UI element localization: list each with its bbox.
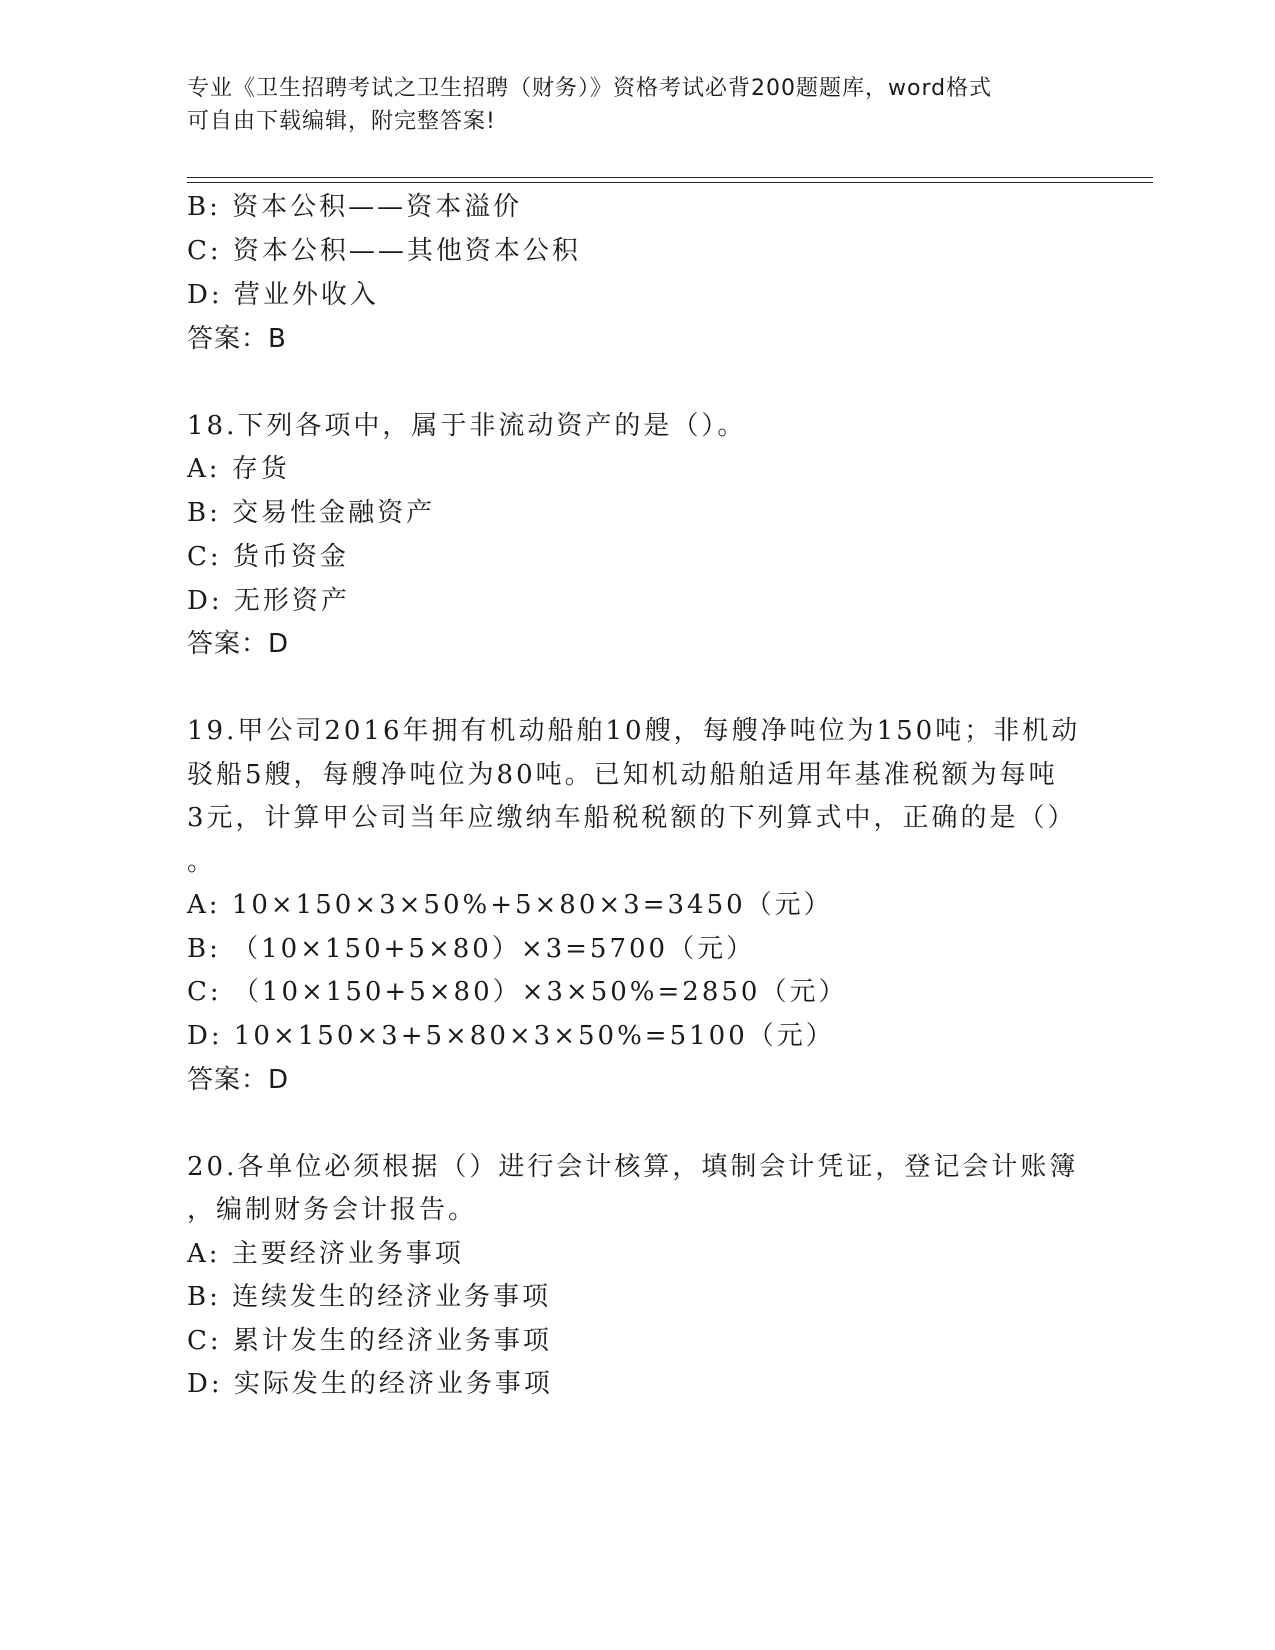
option-c: C: 资本公积——其他资本公积 — [187, 236, 581, 266]
document-header — [187, 72, 1067, 138]
header-title-line-2: 可自由下载编辑，附完整答案! — [187, 109, 496, 134]
option-b: B: 资本公积——资本溢价 — [187, 192, 523, 222]
question-18-answer: 答案：D — [187, 629, 290, 659]
option-d: D: 营业外收入 — [187, 280, 379, 310]
question-19-option-c: C: （10×150+5×80）×3×50%=2850（元） — [187, 977, 848, 1007]
question-19-answer: 答案：D — [187, 1065, 290, 1095]
question-18-option-c: C: 货币资金 — [187, 542, 349, 572]
question-20-option-a: A: 主要经济业务事项 — [187, 1239, 464, 1269]
question-20-option-c: C: 累计发生的经济业务事项 — [187, 1326, 552, 1356]
question-18-option-a: A: 存货 — [187, 454, 290, 484]
question-20-option-b: B: 连续发生的经济业务事项 — [187, 1282, 552, 1312]
question-20-option-d: D: 实际发生的经济业务事项 — [187, 1369, 553, 1399]
question-19-stem-line-2: 驳船5艘，每艘净吨位为80吨。已知机动船舶适用年基准税额为每吨 — [187, 760, 1058, 790]
question-18-stem: 18.下列各项中，属于非流动资产的是（）。 — [187, 411, 747, 441]
header-divider-top — [187, 177, 1153, 178]
question-19-stem-line-3: 3元，计算甲公司当年应缴纳车船税税额的下列算式中，正确的是（） — [187, 803, 1077, 833]
question-20-stem-line-2: ，编制财务会计报告。 — [187, 1195, 478, 1225]
question-18-option-d: D: 无形资产 — [187, 586, 350, 616]
question-20-stem-line-1: 20.各单位必须根据（）进行会计核算，填制会计凭证，登记会计账簿 — [187, 1152, 1079, 1182]
question-19-option-a: A: 10×150×3×50%+5×80×3=3450（元） — [187, 890, 833, 920]
question-19-stem-line-1: 19.甲公司2016年拥有机动船舶10艘，每艘净吨位为150吨；非机动 — [187, 716, 1081, 746]
question-18-option-b: B: 交易性金融资产 — [187, 498, 436, 528]
question-19-option-d: D: 10×150×3+5×80×3×50%=5100（元） — [187, 1021, 835, 1051]
answer: 答案：B — [187, 324, 287, 354]
question-19-option-b: B: （10×150+5×80）×3=5700（元） — [187, 934, 756, 964]
question-19-stem-line-4: 。 — [187, 847, 217, 877]
header-title-line-1: 专业《卫生招聘考试之卫生招聘（财务）》资格考试必背200题题库，word格式 — [187, 76, 993, 101]
header-divider-bottom — [187, 182, 1153, 183]
